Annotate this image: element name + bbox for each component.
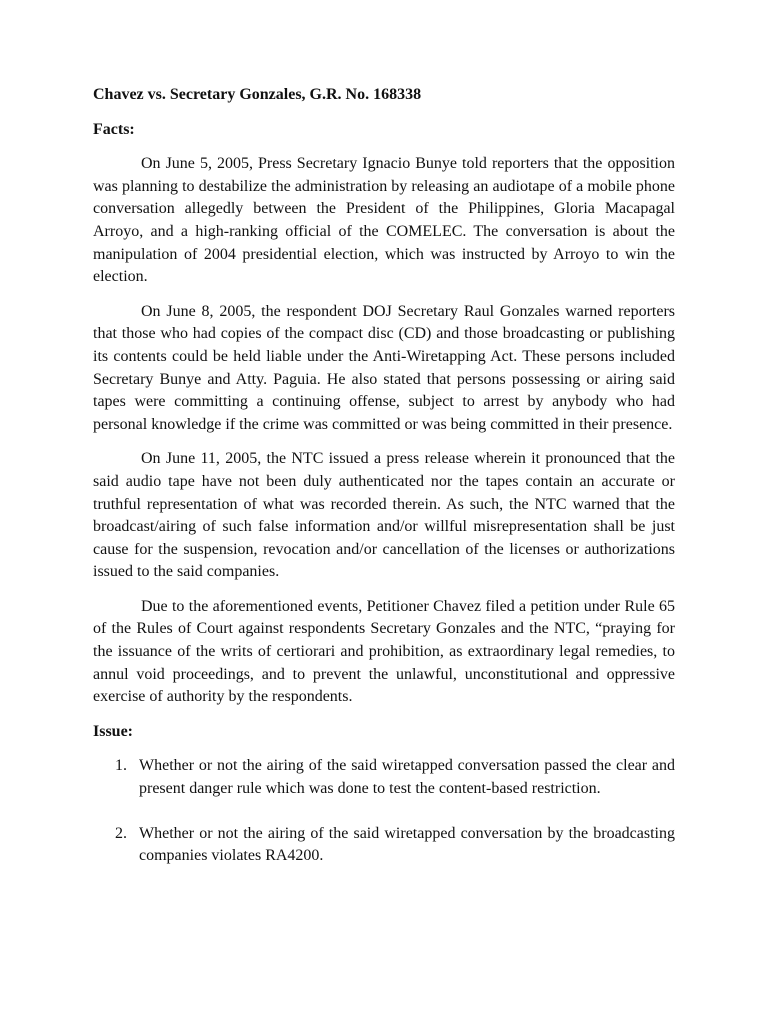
facts-paragraph-2: On June 8, 2005, the respondent DOJ Secretary Raul Gonzales warned reporters that those who had copies of the compact disc (CD) and those broadcasting or publishing its contents could be held liable under the Anti-Wiretapping Act. These persons included Secretary Bunye and Atty. Paguia. He also stated that persons possessing or airing said tapes were committing a continuing offense, subject to arrest by anybody who had personal knowledge if the crime was committed or was being committed in their presence. — [93, 302, 675, 433]
issue-item-1 — [93, 755, 675, 800]
issue-number: 1. — [115, 757, 127, 775]
issue-item-2 — [93, 823, 675, 868]
issue-text: Whether or not the airing of the said wiretapped conversation by the broadcasting companies violates RA4200. — [139, 824, 675, 865]
document-page — [93, 84, 675, 890]
facts-paragraph-3: On June 11, 2005, the NTC issued a press release wherein it pronounced that the said audio tape have not been duly authenticated nor the tapes contain an accurate or truthful representation of what was recorded therein. As such, the NTC warned that the broadcast/airing of such false information and/or willful misrepresentation shall be just cause for the suspension, revocation and/or cancellation of the licenses or authorizations issued to the said companies. — [93, 450, 675, 581]
facts-paragraph-4: Due to the aforementioned events, Petitioner Chavez filed a petition under Rule 65 of the Rules of Court against respondents Secretary Gonzales and the NTC, “praying for the issuance of the writs of certiorari and prohibition, as extraordinary legal remedies, to annul void proceedings, and to prevent the unlawful, unconstitutional and oppressive exercise of authority by the respondents. — [93, 597, 675, 706]
issue-list — [93, 755, 675, 867]
issue-heading: Issue: — [93, 722, 134, 740]
document-title: Chavez vs. Secretary Gonzales, G.R. No. 168338 — [93, 86, 422, 103]
facts-paragraph-1: On June 5, 2005, Press Secretary Ignacio Bunye told reporters that the opposition was planning to destabilize the administration by releasing an audiotape of a mobile phone conversation allegedly between the President of the Philippines, Gloria Macapagal Arroyo, and a high-ranking official of the COMELEC. The conversation is about the manipulation of 2004 presidential election, which was instructed by Arroyo to win the election. — [93, 155, 675, 286]
issue-number: 2. — [115, 824, 127, 842]
issue-text: Whether or not the airing of the said wiretapped conversation passed the clear and present danger rule which was done to test the content-based restriction. — [139, 757, 675, 798]
facts-heading: Facts: — [93, 120, 135, 138]
